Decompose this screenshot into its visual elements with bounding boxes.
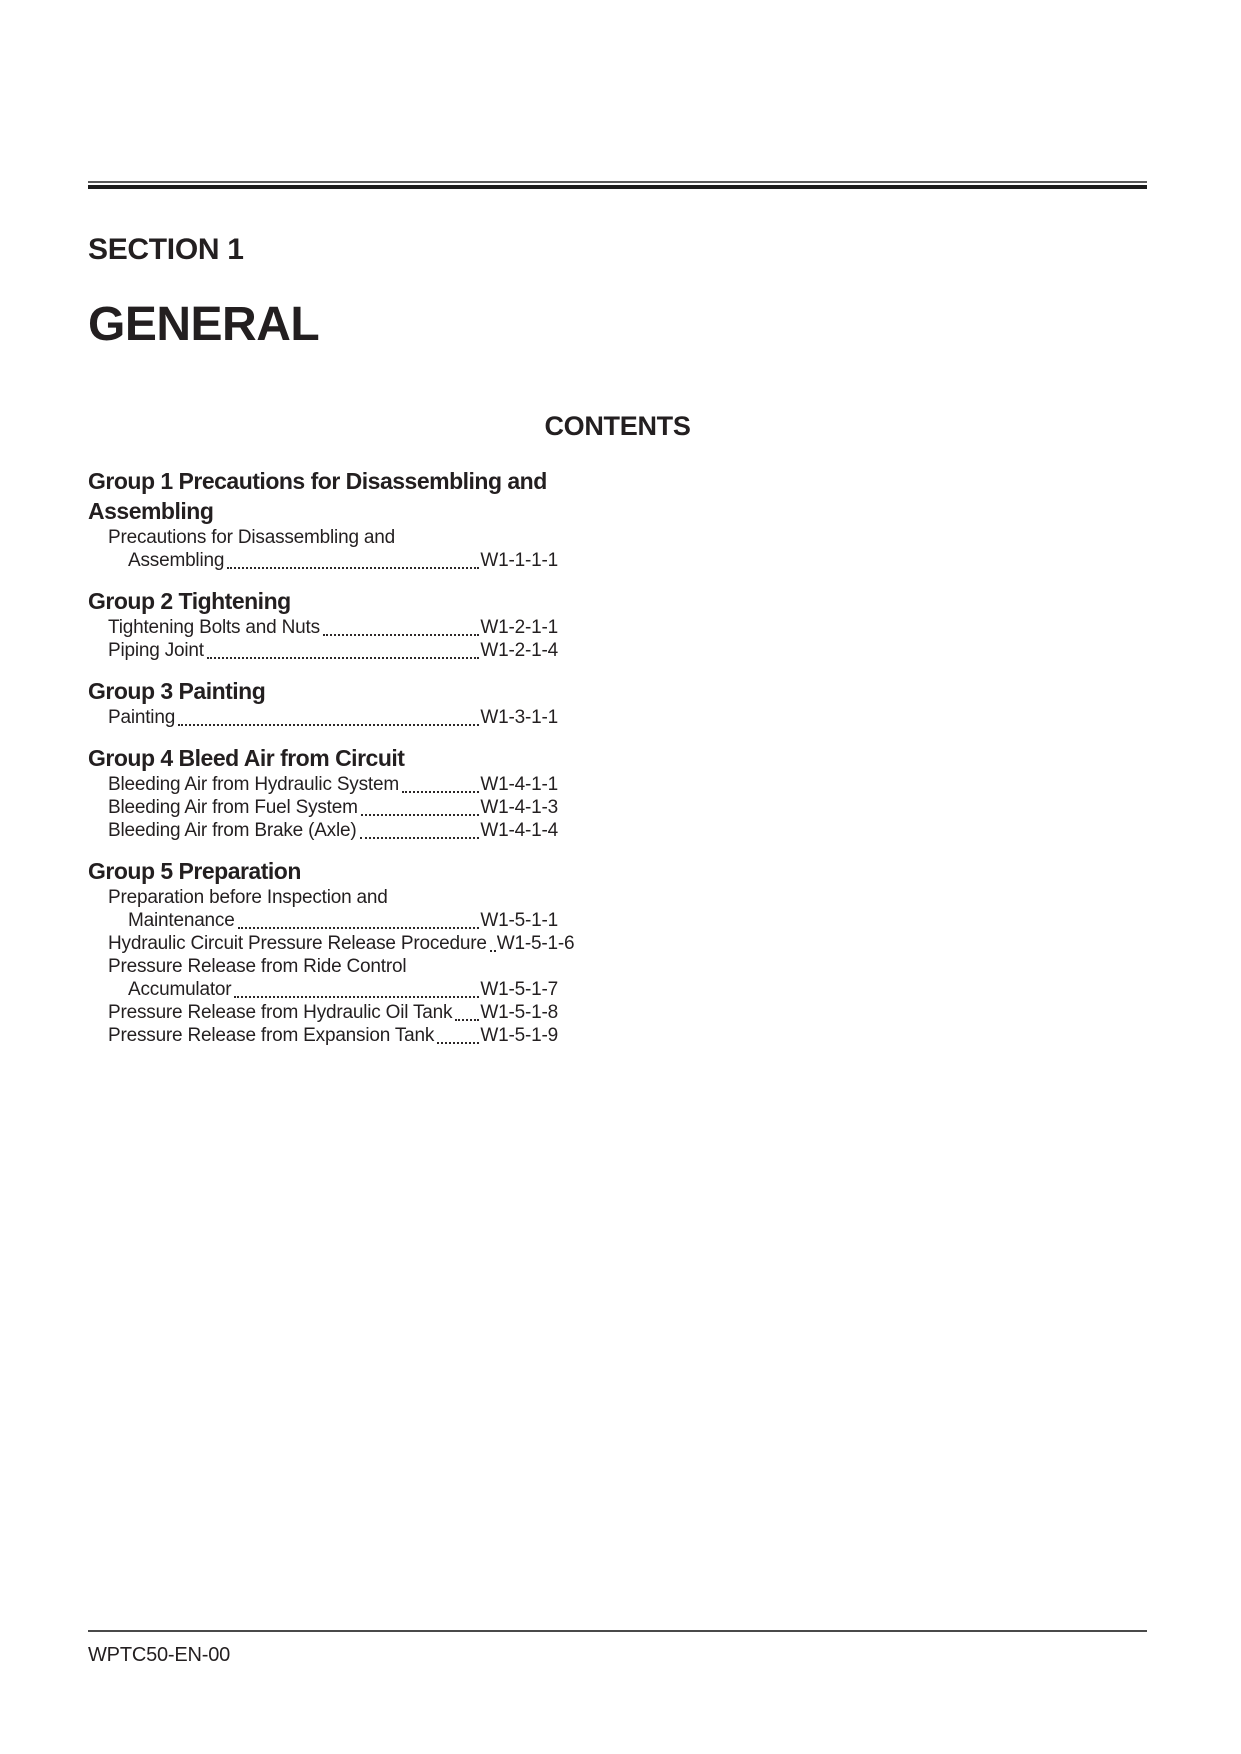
toc-dot-leader — [207, 657, 480, 659]
toc-group-heading: Group 5 Preparation — [88, 858, 301, 884]
toc-entry-text: Preparation before Inspection and — [108, 887, 388, 908]
toc-group-heading: Group 1 Precautions for Disassembling and — [88, 468, 547, 494]
toc-entry — [88, 909, 558, 932]
page-title: GENERAL — [88, 298, 320, 351]
toc-page-ref: W1-5-1-9 — [480, 1025, 558, 1046]
toc-page-ref: W1-2-1-1 — [480, 617, 558, 638]
toc-entry — [88, 978, 558, 1001]
header-double-rule — [88, 181, 1147, 189]
toc-entry — [88, 1024, 558, 1047]
toc-dot-leader — [361, 814, 480, 816]
toc-group-heading: Group 4 Bleed Air from Circuit — [88, 745, 405, 771]
footer-document-code: WPTC50-EN-00 — [88, 1644, 231, 1666]
toc-page-ref: W1-3-1-1 — [480, 707, 558, 728]
toc-dot-leader — [323, 634, 480, 636]
toc-dot-leader — [227, 567, 479, 569]
toc-entry — [88, 773, 558, 796]
toc-group-heading: Group 2 Tightening — [88, 588, 291, 614]
section-label: SECTION 1 — [88, 233, 244, 266]
toc-page-ref: W1-5-1-7 — [480, 979, 558, 1000]
toc-entry-title — [88, 886, 558, 909]
toc-entry-text: Bleeding Air from Fuel System — [108, 797, 358, 818]
toc-page-ref: W1-2-1-4 — [480, 640, 558, 661]
toc-dot-leader — [234, 996, 479, 998]
toc-entry-text: Precautions for Disassembling and — [108, 527, 395, 548]
footer — [88, 1630, 1147, 1667]
toc-entry — [88, 616, 558, 639]
toc-page-ref: W1-4-1-3 — [480, 797, 558, 818]
toc-entry-text: Piping Joint — [108, 640, 204, 661]
toc-page-ref: W1-1-1-1 — [480, 550, 558, 571]
toc-entry — [88, 706, 558, 729]
toc-group — [88, 586, 558, 662]
contents-label: CONTENTS — [544, 411, 691, 441]
toc-page-ref: W1-4-1-4 — [480, 820, 558, 841]
toc-page-ref: W1-5-1-1 — [480, 910, 558, 931]
toc-entry — [88, 1001, 558, 1024]
toc-group — [88, 856, 575, 1047]
toc-entry-text: Bleeding Air from Brake (Axle) — [108, 820, 357, 841]
toc-dot-leader — [490, 950, 496, 952]
toc-entry — [88, 819, 558, 842]
toc-entry-text: Bleeding Air from Hydraulic System — [108, 774, 399, 795]
toc-entry-text: Maintenance — [128, 910, 235, 931]
toc-entry-text: Accumulator — [128, 979, 232, 1000]
toc-page-ref: W1-5-1-6 — [496, 933, 575, 954]
toc-entry — [88, 639, 558, 662]
toc-entry — [88, 932, 575, 955]
toc-entry-title — [88, 526, 558, 549]
toc-group — [88, 743, 558, 842]
toc-entry-text: Pressure Release from Expansion Tank — [108, 1025, 435, 1046]
toc-dot-leader — [437, 1042, 479, 1044]
toc-entry-title — [88, 955, 558, 978]
toc-group-heading: Assembling — [88, 498, 214, 524]
toc-dot-leader — [455, 1019, 479, 1021]
table-of-contents — [88, 466, 575, 1047]
toc-group — [88, 676, 558, 729]
toc-entry-text: Pressure Release from Ride Control — [108, 956, 407, 977]
toc-entry-text: Painting — [108, 707, 176, 728]
toc-group — [88, 466, 558, 572]
toc-page-ref: W1-5-1-8 — [480, 1002, 558, 1023]
toc-entry-text: Hydraulic Circuit Pressure Release Procedure — [108, 933, 487, 954]
toc-page-ref: W1-4-1-1 — [480, 774, 558, 795]
toc-entry-text: Assembling — [128, 550, 225, 571]
toc-entry — [88, 796, 558, 819]
toc-entry — [88, 549, 558, 572]
toc-dot-leader — [238, 927, 480, 929]
toc-dot-leader — [178, 724, 479, 726]
toc-dot-leader — [402, 791, 479, 793]
toc-dot-leader — [360, 837, 480, 839]
toc-group-heading: Group 3 Painting — [88, 678, 266, 704]
contents-header — [88, 411, 1147, 442]
toc-entry-text: Pressure Release from Hydraulic Oil Tank — [108, 1002, 453, 1023]
toc-entry-text: Tightening Bolts and Nuts — [108, 617, 320, 638]
